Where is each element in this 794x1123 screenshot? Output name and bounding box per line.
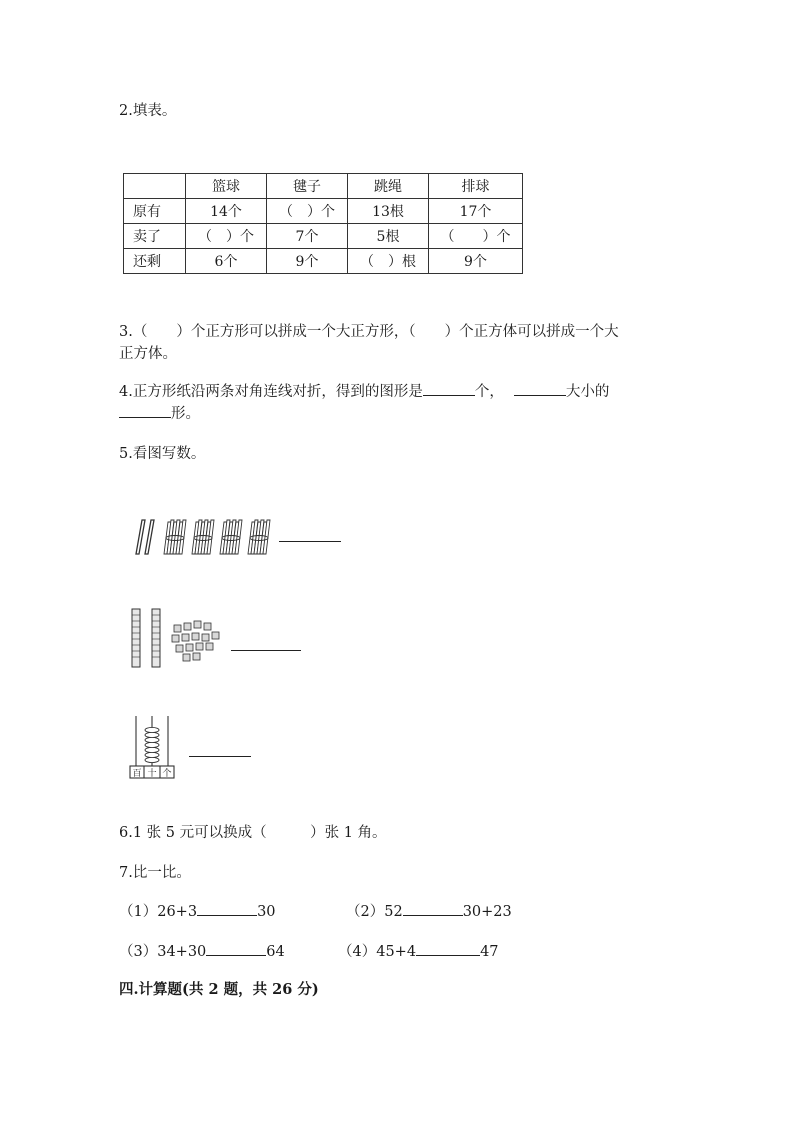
table-cell-blank[interactable]: （ ）个	[429, 224, 523, 249]
q3-line1: 3.（ ）个正方形可以拼成一个大正方形，（ ）个正方体可以拼成一个大	[119, 324, 619, 340]
compare-item-4	[338, 940, 499, 961]
table-cell: 14个	[186, 199, 267, 224]
q4-line1	[119, 380, 609, 401]
answer-blank[interactable]	[416, 941, 480, 957]
answer-blank[interactable]	[514, 381, 566, 397]
table-cell: 17个	[429, 199, 523, 224]
q6-text: 6.1 张 5 元可以换成（ ）张 1 角。	[119, 825, 387, 841]
table-header-row	[124, 174, 523, 199]
table-cell-blank[interactable]: （ ）个	[267, 199, 348, 224]
answer-line-3[interactable]	[189, 756, 251, 757]
compare-right: 30+23	[462, 904, 512, 920]
table-cell: 9个	[267, 249, 348, 274]
table-row	[124, 199, 523, 224]
table-cell: 6个	[186, 249, 267, 274]
table-cell-blank[interactable]: （ ）根	[348, 249, 429, 274]
table-cell-blank[interactable]: （ ）个	[186, 224, 267, 249]
abacus-label-ones: 个	[162, 769, 172, 779]
q7-title: 7.比一比。	[119, 865, 191, 881]
answer-blank[interactable]	[423, 381, 475, 397]
table-cell	[124, 174, 186, 199]
q4-text: 大小的	[565, 384, 610, 400]
compare-item-3	[119, 940, 285, 961]
base-ten-blocks-image	[128, 607, 223, 671]
compare-right: 30	[257, 904, 276, 920]
q5-title: 5.看图写数。	[119, 446, 206, 462]
abacus-label-tens: 十	[147, 769, 157, 779]
answer-blank[interactable]	[206, 941, 266, 957]
table-cell: 5根	[348, 224, 429, 249]
abacus-image	[128, 714, 176, 780]
compare-left: （2）52	[346, 904, 403, 920]
row-label: 卖了	[124, 224, 186, 249]
table-cell: 7个	[267, 224, 348, 249]
section-title: 四.计算题(共 2 题，共 26 分)	[119, 981, 319, 998]
compare-right: 47	[480, 944, 499, 960]
answer-blank[interactable]	[403, 901, 463, 917]
compare-left: （3）34+30	[119, 944, 207, 960]
row-label: 还剩	[124, 249, 186, 274]
compare-item-1	[119, 900, 276, 921]
q3-line2: 正方体。	[119, 346, 177, 362]
answer-blank[interactable]	[119, 403, 171, 419]
answer-line-2[interactable]	[231, 650, 301, 651]
q2-title: 2.填表。	[119, 103, 177, 119]
table-cell: 9个	[429, 249, 523, 274]
q4-line2	[119, 402, 200, 423]
compare-right: 64	[266, 944, 285, 960]
row-label: 原有	[124, 199, 186, 224]
table-header: 排球	[429, 174, 523, 199]
q4-text: 个，	[474, 384, 504, 400]
table-header: 毽子	[267, 174, 348, 199]
table-header: 篮球	[186, 174, 267, 199]
fill-table	[123, 173, 523, 274]
compare-item-2	[346, 900, 512, 921]
abacus-label-hundreds: 百	[132, 769, 142, 779]
table-header: 跳绳	[348, 174, 429, 199]
table-row	[124, 224, 523, 249]
compare-left: （1）26+3	[119, 904, 198, 920]
sticks-bundles-image	[126, 514, 276, 558]
q4-text: 形。	[171, 406, 200, 422]
q4-text: 4.正方形纸沿两条对角连线对折，得到的图形是	[119, 384, 423, 400]
answer-line-1[interactable]	[279, 541, 341, 542]
compare-left: （4）45+4	[338, 944, 417, 960]
answer-blank[interactable]	[197, 901, 257, 917]
table-row	[124, 249, 523, 274]
table-cell: 13根	[348, 199, 429, 224]
